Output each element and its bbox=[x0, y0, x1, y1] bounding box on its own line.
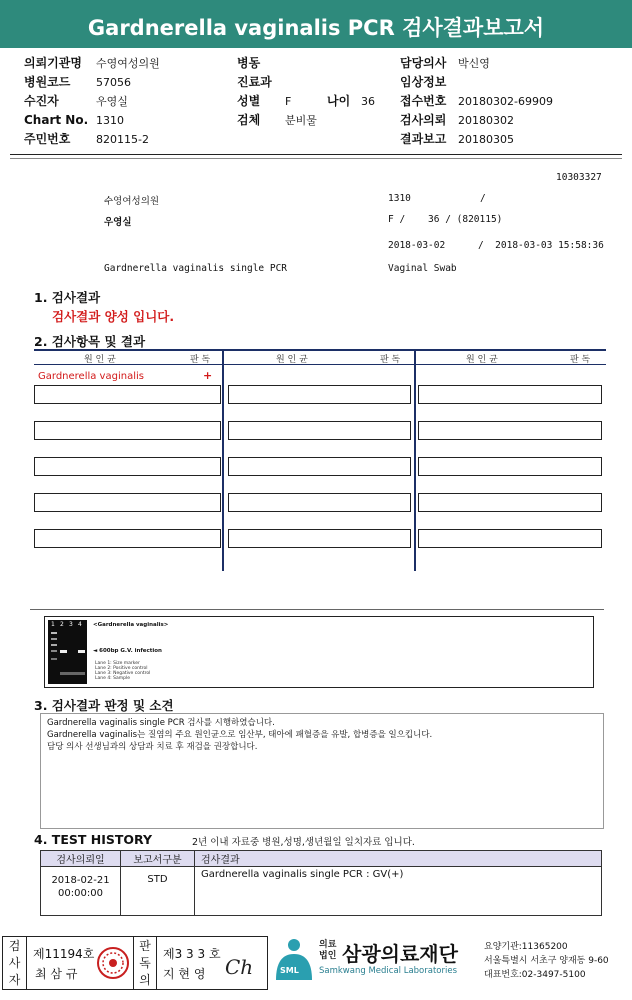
lane-number: 3 bbox=[69, 621, 73, 628]
tester-label-char: 자 bbox=[8, 973, 21, 987]
field-label: 담당의사 bbox=[400, 56, 447, 70]
field-value: 우영실 bbox=[96, 95, 128, 108]
history-date-cell bbox=[41, 867, 121, 916]
history-time: 00:00:00 bbox=[58, 888, 103, 899]
field-label: 임상정보 bbox=[400, 75, 447, 89]
sml-logo-icon bbox=[272, 936, 318, 984]
gel-image-panel bbox=[44, 616, 594, 688]
history-note: 2년 이내 자료중 병원,성명,생년월일 일치자료 입니다. bbox=[192, 837, 415, 848]
sample-sex-age: F / 36 / (820115) bbox=[388, 214, 503, 225]
header-row bbox=[24, 130, 160, 149]
result-cell bbox=[228, 493, 411, 512]
section-4-title: 4. TEST HISTORY bbox=[34, 832, 153, 847]
logo-mark: SML bbox=[280, 966, 299, 975]
gel-legend-item: Lane 4: Sample bbox=[95, 676, 130, 681]
gel-band-label: ◄ 600bp G.V. infection bbox=[93, 648, 162, 654]
gel-band bbox=[51, 638, 57, 640]
official-seal-icon bbox=[95, 943, 131, 983]
table-top-line bbox=[34, 349, 606, 351]
reviewer-license: 제3 3 3 호 bbox=[163, 947, 221, 961]
interpretation-line: Gardnerella vaginalis single PCR 검사를 시행하였습니다. bbox=[47, 718, 275, 728]
field-label: 병원코드 bbox=[24, 75, 71, 89]
org-prefix-line: 의료 bbox=[319, 940, 337, 950]
field-value: 20180305 bbox=[458, 133, 514, 146]
field-label: 검체 bbox=[237, 113, 261, 127]
history-date: 2018-02-21 bbox=[51, 875, 110, 886]
history-col-type: 보고서구분 bbox=[121, 851, 195, 867]
history-result: Gardnerella vaginalis single PCR : GV(+) bbox=[195, 867, 602, 916]
care-code: 요양기관:11365200 bbox=[484, 942, 568, 952]
history-row bbox=[41, 867, 602, 916]
org-phone: 대표번호:02-3497-5100 bbox=[484, 970, 586, 980]
interpretation-line: Gardnerella vaginalis는 질염의 주요 원인균으로 임산부, 태아에 패혈증을 유발, 합병증을 일으킵니다. bbox=[47, 730, 433, 740]
gel-legend-item: Lane 1: Size marker bbox=[95, 661, 140, 666]
result-summary: 검사결과 양성 입니다. bbox=[52, 309, 175, 324]
header-row bbox=[400, 130, 553, 149]
field-label: 나이 bbox=[327, 94, 351, 108]
result-cell bbox=[228, 457, 411, 476]
signature: Ch bbox=[225, 955, 254, 979]
reviewer-label-char: 판 bbox=[139, 939, 151, 953]
history-col-result: 검사결과 bbox=[195, 851, 602, 867]
header-col-3 bbox=[400, 54, 553, 149]
sample-chart: 1310 bbox=[388, 193, 411, 204]
header-divider bbox=[10, 154, 622, 155]
org-prefix-line: 법인 bbox=[319, 951, 337, 961]
org-name: 삼광의료재단 bbox=[342, 942, 458, 966]
col-head-judge: 판 독 bbox=[380, 355, 401, 365]
org-prefix bbox=[319, 940, 336, 962]
field-value: 박신영 bbox=[458, 57, 490, 70]
lane-number: 2 bbox=[60, 621, 64, 628]
result-cell bbox=[418, 493, 602, 512]
reviewer-label bbox=[133, 937, 157, 989]
result-cell bbox=[228, 385, 411, 404]
header-row bbox=[400, 73, 553, 92]
field-label: 수진자 bbox=[24, 94, 59, 108]
header-row bbox=[24, 54, 160, 73]
gel-band bbox=[60, 650, 67, 653]
header-row bbox=[400, 92, 553, 111]
history-header-row bbox=[41, 851, 602, 867]
field-value: 820115-2 bbox=[96, 133, 149, 146]
sample-hospital: 수영여성의원 bbox=[104, 196, 160, 207]
gel-band bbox=[51, 650, 57, 652]
tester-label bbox=[3, 937, 27, 989]
gel-band bbox=[60, 672, 85, 675]
field-value: 36 bbox=[361, 95, 375, 108]
gel-heading: <Gardnerella vaginalis> bbox=[93, 622, 169, 628]
field-label: 검사의뢰 bbox=[400, 113, 447, 127]
section-divider bbox=[30, 609, 604, 610]
tester-name: 최 삼 규 bbox=[35, 967, 78, 981]
result-cell bbox=[418, 421, 602, 440]
col-head-judge: 판 독 bbox=[570, 355, 591, 365]
field-label: Chart No. bbox=[24, 113, 89, 127]
organism-result: + bbox=[203, 369, 213, 382]
result-cell bbox=[34, 421, 221, 440]
field-value: 수영여성의원 bbox=[96, 57, 160, 70]
field-label: 진료과 bbox=[237, 75, 272, 89]
header-row bbox=[24, 111, 160, 130]
field-label: 주민번호 bbox=[24, 132, 71, 146]
history-type: STD bbox=[121, 867, 195, 916]
field-value: 20180302 bbox=[458, 114, 514, 127]
field-value: 분비물 bbox=[285, 114, 317, 127]
field-label: 접수번호 bbox=[400, 94, 447, 108]
result-cell bbox=[34, 529, 221, 548]
sample-date-to: / 2018-03-03 15:58:36 bbox=[478, 240, 604, 251]
tester-license: 제11194호 bbox=[33, 947, 95, 961]
sample-slash: / bbox=[480, 193, 486, 204]
field-label: 결과보고 bbox=[400, 132, 447, 146]
column-divider bbox=[222, 349, 224, 571]
header-row bbox=[24, 73, 160, 92]
interpretation-line: 담당 의사 선생님과의 상담과 치료 후 재검을 권장합니다. bbox=[47, 742, 258, 752]
section-2-title: 2. 검사항목 및 결과 bbox=[34, 334, 146, 349]
field-label: 병동 bbox=[237, 56, 261, 70]
header-row bbox=[237, 73, 375, 92]
gel-band bbox=[51, 644, 57, 646]
org-address: 서울특별시 서초구 양재동 9-60 bbox=[484, 956, 609, 966]
lane-number: 4 bbox=[78, 621, 82, 628]
header-divider bbox=[10, 158, 622, 159]
sample-code: 10303327 bbox=[556, 172, 602, 183]
gel-legend-item: Lane 3: Negative control bbox=[95, 671, 151, 676]
tester-label-char: 사 bbox=[8, 956, 21, 970]
result-cell bbox=[228, 529, 411, 548]
org-contact bbox=[484, 940, 609, 982]
gel-band bbox=[51, 632, 57, 634]
col-head-judge: 판 독 bbox=[190, 355, 211, 365]
result-cell bbox=[34, 457, 221, 476]
col-head-organism: 원 인 균 bbox=[276, 355, 308, 365]
org-english-name: Samkwang Medical Laboratories bbox=[319, 966, 458, 976]
col-head-organism: 원 인 균 bbox=[84, 355, 116, 365]
header-row bbox=[237, 92, 375, 111]
lane-number: 1 bbox=[51, 621, 55, 628]
gel-electrophoresis-image bbox=[48, 620, 87, 684]
column-divider bbox=[414, 349, 416, 571]
gel-band bbox=[51, 658, 57, 660]
result-cell bbox=[418, 529, 602, 548]
reviewer-label-char: 독 bbox=[139, 956, 151, 970]
organism-name: Gardnerella vaginalis bbox=[38, 371, 144, 382]
header-row bbox=[400, 54, 553, 73]
gel-legend bbox=[95, 661, 150, 681]
header-row bbox=[237, 111, 375, 130]
reviewer-label-char: 의 bbox=[139, 973, 151, 987]
section-1-title: 1. 검사결과 bbox=[34, 290, 101, 305]
field-value: 1310 bbox=[96, 114, 124, 127]
history-table bbox=[40, 850, 602, 916]
report-title: Gardnerella vaginalis PCR 검사결과보고서 bbox=[0, 0, 632, 48]
signature-panel bbox=[2, 936, 268, 990]
col-head-organism: 원 인 균 bbox=[466, 355, 498, 365]
sample-specimen: Vaginal Swab bbox=[388, 263, 457, 274]
reviewer-name: 지 현 영 bbox=[163, 967, 206, 981]
table-header-line bbox=[34, 364, 606, 365]
gel-legend-item: Lane 2: Positive control bbox=[95, 666, 148, 671]
result-cell bbox=[418, 457, 602, 476]
header-col-1 bbox=[24, 54, 160, 149]
history-col-date: 검사의뢰일 bbox=[41, 851, 121, 867]
tester-label-char: 검 bbox=[8, 939, 21, 953]
result-cell bbox=[228, 421, 411, 440]
header-row bbox=[400, 111, 553, 130]
header-row bbox=[237, 54, 375, 73]
section-3-title: 3. 검사결과 판정 및 소견 bbox=[34, 698, 174, 713]
result-cell bbox=[418, 385, 602, 404]
result-cell bbox=[34, 385, 221, 404]
sample-test-name: Gardnerella vaginalis single PCR bbox=[104, 263, 288, 274]
gel-band bbox=[78, 650, 85, 653]
header-row bbox=[24, 92, 160, 111]
sample-date-from: 2018-03-02 bbox=[388, 240, 446, 251]
interpretation-box bbox=[40, 713, 604, 829]
result-cell bbox=[34, 493, 221, 512]
field-value: F bbox=[285, 95, 292, 108]
sample-patient: 우영실 bbox=[104, 217, 132, 228]
field-value: 20180302-69909 bbox=[458, 95, 553, 108]
header-col-2 bbox=[237, 54, 375, 130]
field-label: 성별 bbox=[237, 94, 261, 108]
field-label: 의뢰기관명 bbox=[24, 56, 82, 70]
field-value: 57056 bbox=[96, 76, 131, 89]
